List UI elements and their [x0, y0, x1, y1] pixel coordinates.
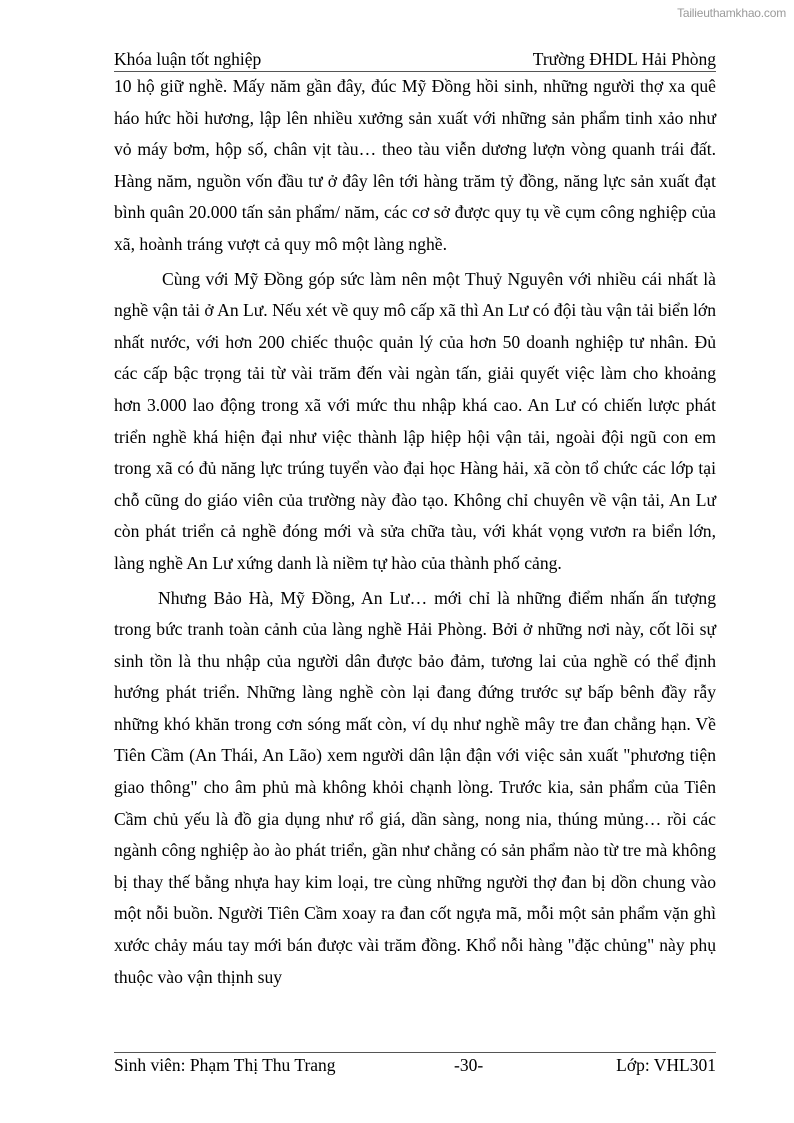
watermark: Tailieuthamkhao.com — [677, 6, 786, 20]
header-left: Khóa luận tốt nghiệp — [114, 49, 262, 69]
footer-student: Sinh viên: Phạm Thị Thu Trang — [114, 1055, 336, 1075]
paragraph-3: Nhưng Bảo Hà, Mỹ Đồng, An Lư… mới chỉ là những điểm nhấn ấn tượng trong bức tranh toàn cảnh của làng nghề Hải Phòng. Bởi ở những nơi này, cốt lõi sự sinh tồn là thu nhập của người dân được bảo đảm, tương lai của nghề có thể định hướng phát triển. Những làng nghề còn lại đang đứng trước sự bấp bênh đầy rẫy những khó khăn trong cơn sóng mất còn, ví dụ như nghề mây tre đan chẳng hạn. Về Tiên Cầm (An Thái, An Lão) xem người dân lận đận với việc sản xuất "phương tiện giao thông" cho âm phủ mà không khỏi chạnh lòng. Trước kia, sản phẩm của Tiên Cầm chủ yếu là đồ gia dụng như rổ giá, dần sàng, nong nia, thúng mủng… rồi các ngành công nghiệp ào ào phát triển, gần như chẳng có sản phẩm nào từ tre mà không bị thay thế bằng nhựa hay kim loại, tre cùng những người thợ đan bị dồn chung vào một nỗi buồn. Người Tiên Cầm xoay ra đan cốt ngựa mã, mỗi một sản phẩm vặn ghì xước chảy máu tay mới bán được vài trăm đồng. Khổ nỗi hàng "đặc chủng" này phụ thuộc vào vận thịnh suy — [114, 587, 716, 987]
page-number: -30- — [454, 1055, 484, 1075]
document-body — [114, 71, 716, 993]
paragraph-1: 10 hộ giữ nghề. Mấy năm gần đây, đúc Mỹ Đồng hồi sinh, những người thợ xa quê háo hức hồi hương, lập lên nhiều xưởng sản xuất với những sản phẩm tinh xảo như vỏ máy bơm, hộp số, chân vịt tàu… theo tàu viễn dương lượn vòng quanh trái đất. Hàng năm, nguồn vốn đầu tư ở đây lên tới hàng trăm tỷ đồng, năng lực sản xuất đạt bình quân 20.000 tấn sản phẩm/ năm, các cơ sở được quy tụ về cụm công nghiệp của xã, hoành tráng vượt cả quy mô một làng nghề. — [114, 76, 716, 254]
footer-class: Lớp: VHL301 — [616, 1055, 716, 1075]
page-footer — [114, 1052, 716, 1076]
paragraph-2: Cùng với Mỹ Đồng góp sức làm nên một Thuỷ Nguyên với nhiều cái nhất là nghề vận tải ở An Lư. Nếu xét về quy mô cấp xã thì An Lư có đội tàu vận tải biển lớn nhất nước, với hơn 200 chiếc thuộc quản lý của hơn 50 doanh nghiệp tư nhân. Đủ các cấp bậc trọng tải từ vài trăm đến vài ngàn tấn, giải quyết việc làm cho khoảng hơn 3.000 lao động trong xã với mức thu nhập khá cao. An Lư có chiến lược phát triển nghề khá hiện đại như việc thành lập hiệp hội vận tải, ngoài đội ngũ con em trong xã có đủ năng lực trúng tuyển vào đại học Hàng hải, xã còn tổ chức các lớp tại chỗ cũng do giáo viên của trường này đào tạo. Không chỉ chuyên về vận tải, An Lư còn phát triển cả nghề đóng mới và sửa chữa tàu, với khát vọng vươn ra biển lớn, làng nghề An Lư xứng danh là niềm tự hào của thành phố cảng. — [114, 268, 717, 573]
page-header — [114, 48, 716, 72]
header-right: Trường ĐHDL Hải Phòng — [532, 49, 716, 69]
